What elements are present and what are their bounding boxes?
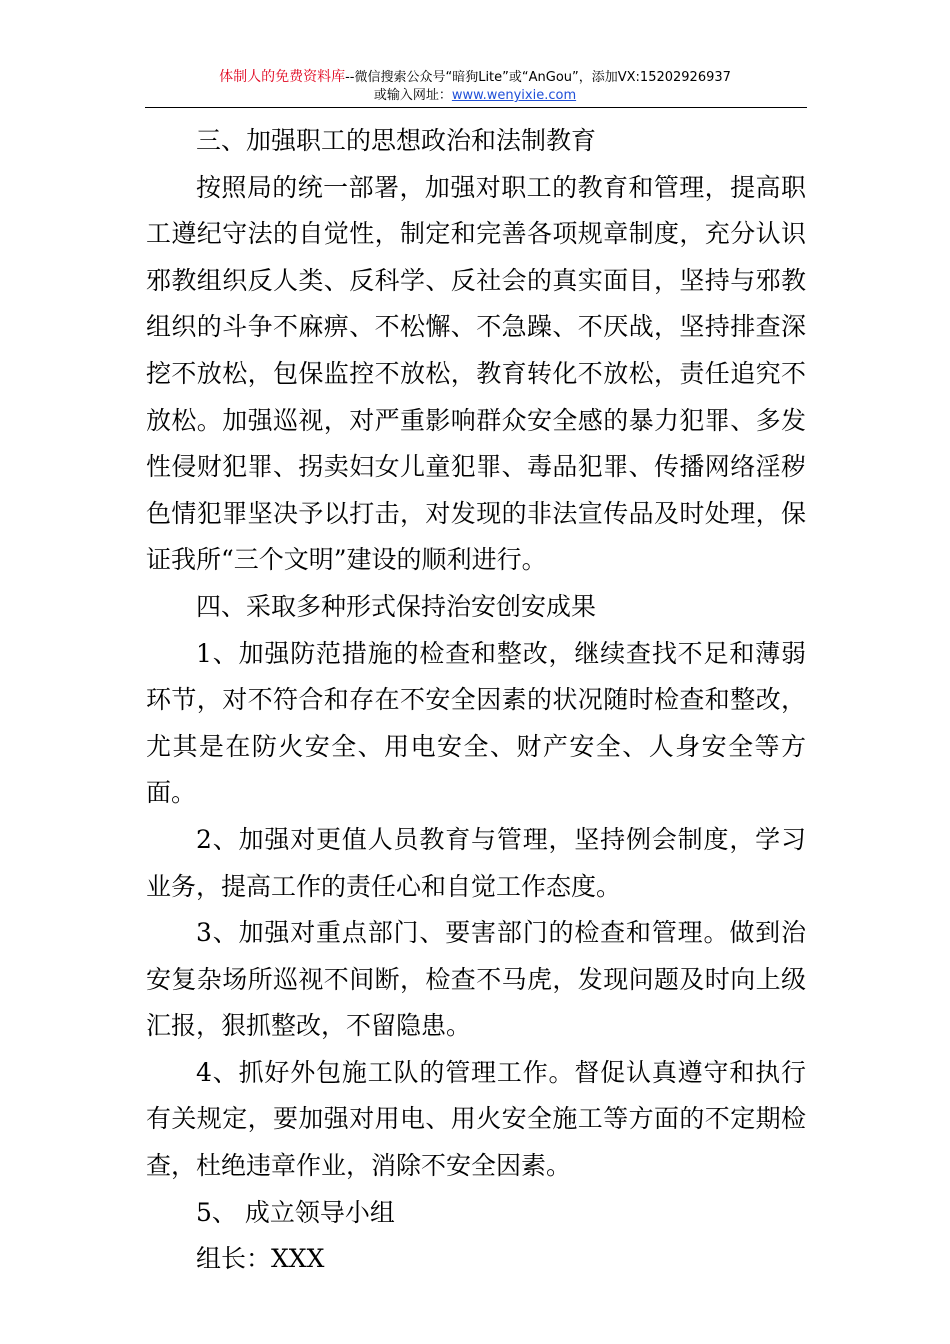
section-3-paragraph: 按照局的统一部署，加强对职工的教育和管理，提高职工遵纪守法的自觉性，制定和完善各项规章制度，充分认识邪教组织反人类、反科学、反社会的真实面目，坚持与邪教组织的斗争不麻痹、不松懈、不急躁、不厌战，坚持排查深挖不放松，包保监控不放松，教育转化不放松，责任追究不放松。加强巡视，对严重影响群众安全感的暴力犯罪、多发性侵财犯罪、拐卖妇女儿童犯罪、毒品犯罪、传播网络淫秽色情犯罪坚决予以打击，对发现的非法宣传品及时处理，保证我所“三个文明”建设的顺利进行。 [146,172,806,575]
header-line-1 [145,68,805,87]
header-info: --微信搜索公众号“暗狗Lite”或“AnGou”，添加VX:15202926937 [345,70,731,85]
section-4-item-5: 5、 成立领导小组 [196,1197,395,1227]
section-4-item-4: 4、抓好外包施工队的管理工作。督促认真遵守和执行有关规定，要加强对用电、用火安全施工等方面的不定期检查，杜绝违章作业，消除不安全因素。 [146,1057,806,1181]
header-brand: 体制人的免费资料库 [219,69,346,85]
header-url-link[interactable]: www.wenyixie.com [451,88,577,103]
document-body [146,118,806,1283]
header-url-label: 或输入网址： [373,88,452,103]
header-line-2 [145,87,805,105]
section-4-item-3: 3、加强对重点部门、要害部门的检查和管理。做到治安复杂场所巡视不间断，检查不马虎，发现问题及时向上级汇报，狠抓整改，不留隐患。 [146,918,806,1041]
leader-line: 组长：XXX [196,1244,325,1274]
section-4-item-1: 1、加强防范措施的检查和整改，继续查找不足和薄弱环节，对不符合和存在不安全因素的状况随时检查和整改，尤其是在防火安全、用电安全、财产安全、人身安全等方面。 [146,638,806,808]
page-header [145,68,805,105]
section-3-heading: 三、加强职工的思想政治和法制教育 [196,126,597,155]
section-4-item-2: 2、加强对更值人员教育与管理，坚持例会制度，学习业务，提高工作的责任心和自觉工作态度。 [146,824,806,901]
header-divider [145,107,807,108]
section-4-heading: 四、采取多种形式保持治安创安成果 [196,591,597,621]
